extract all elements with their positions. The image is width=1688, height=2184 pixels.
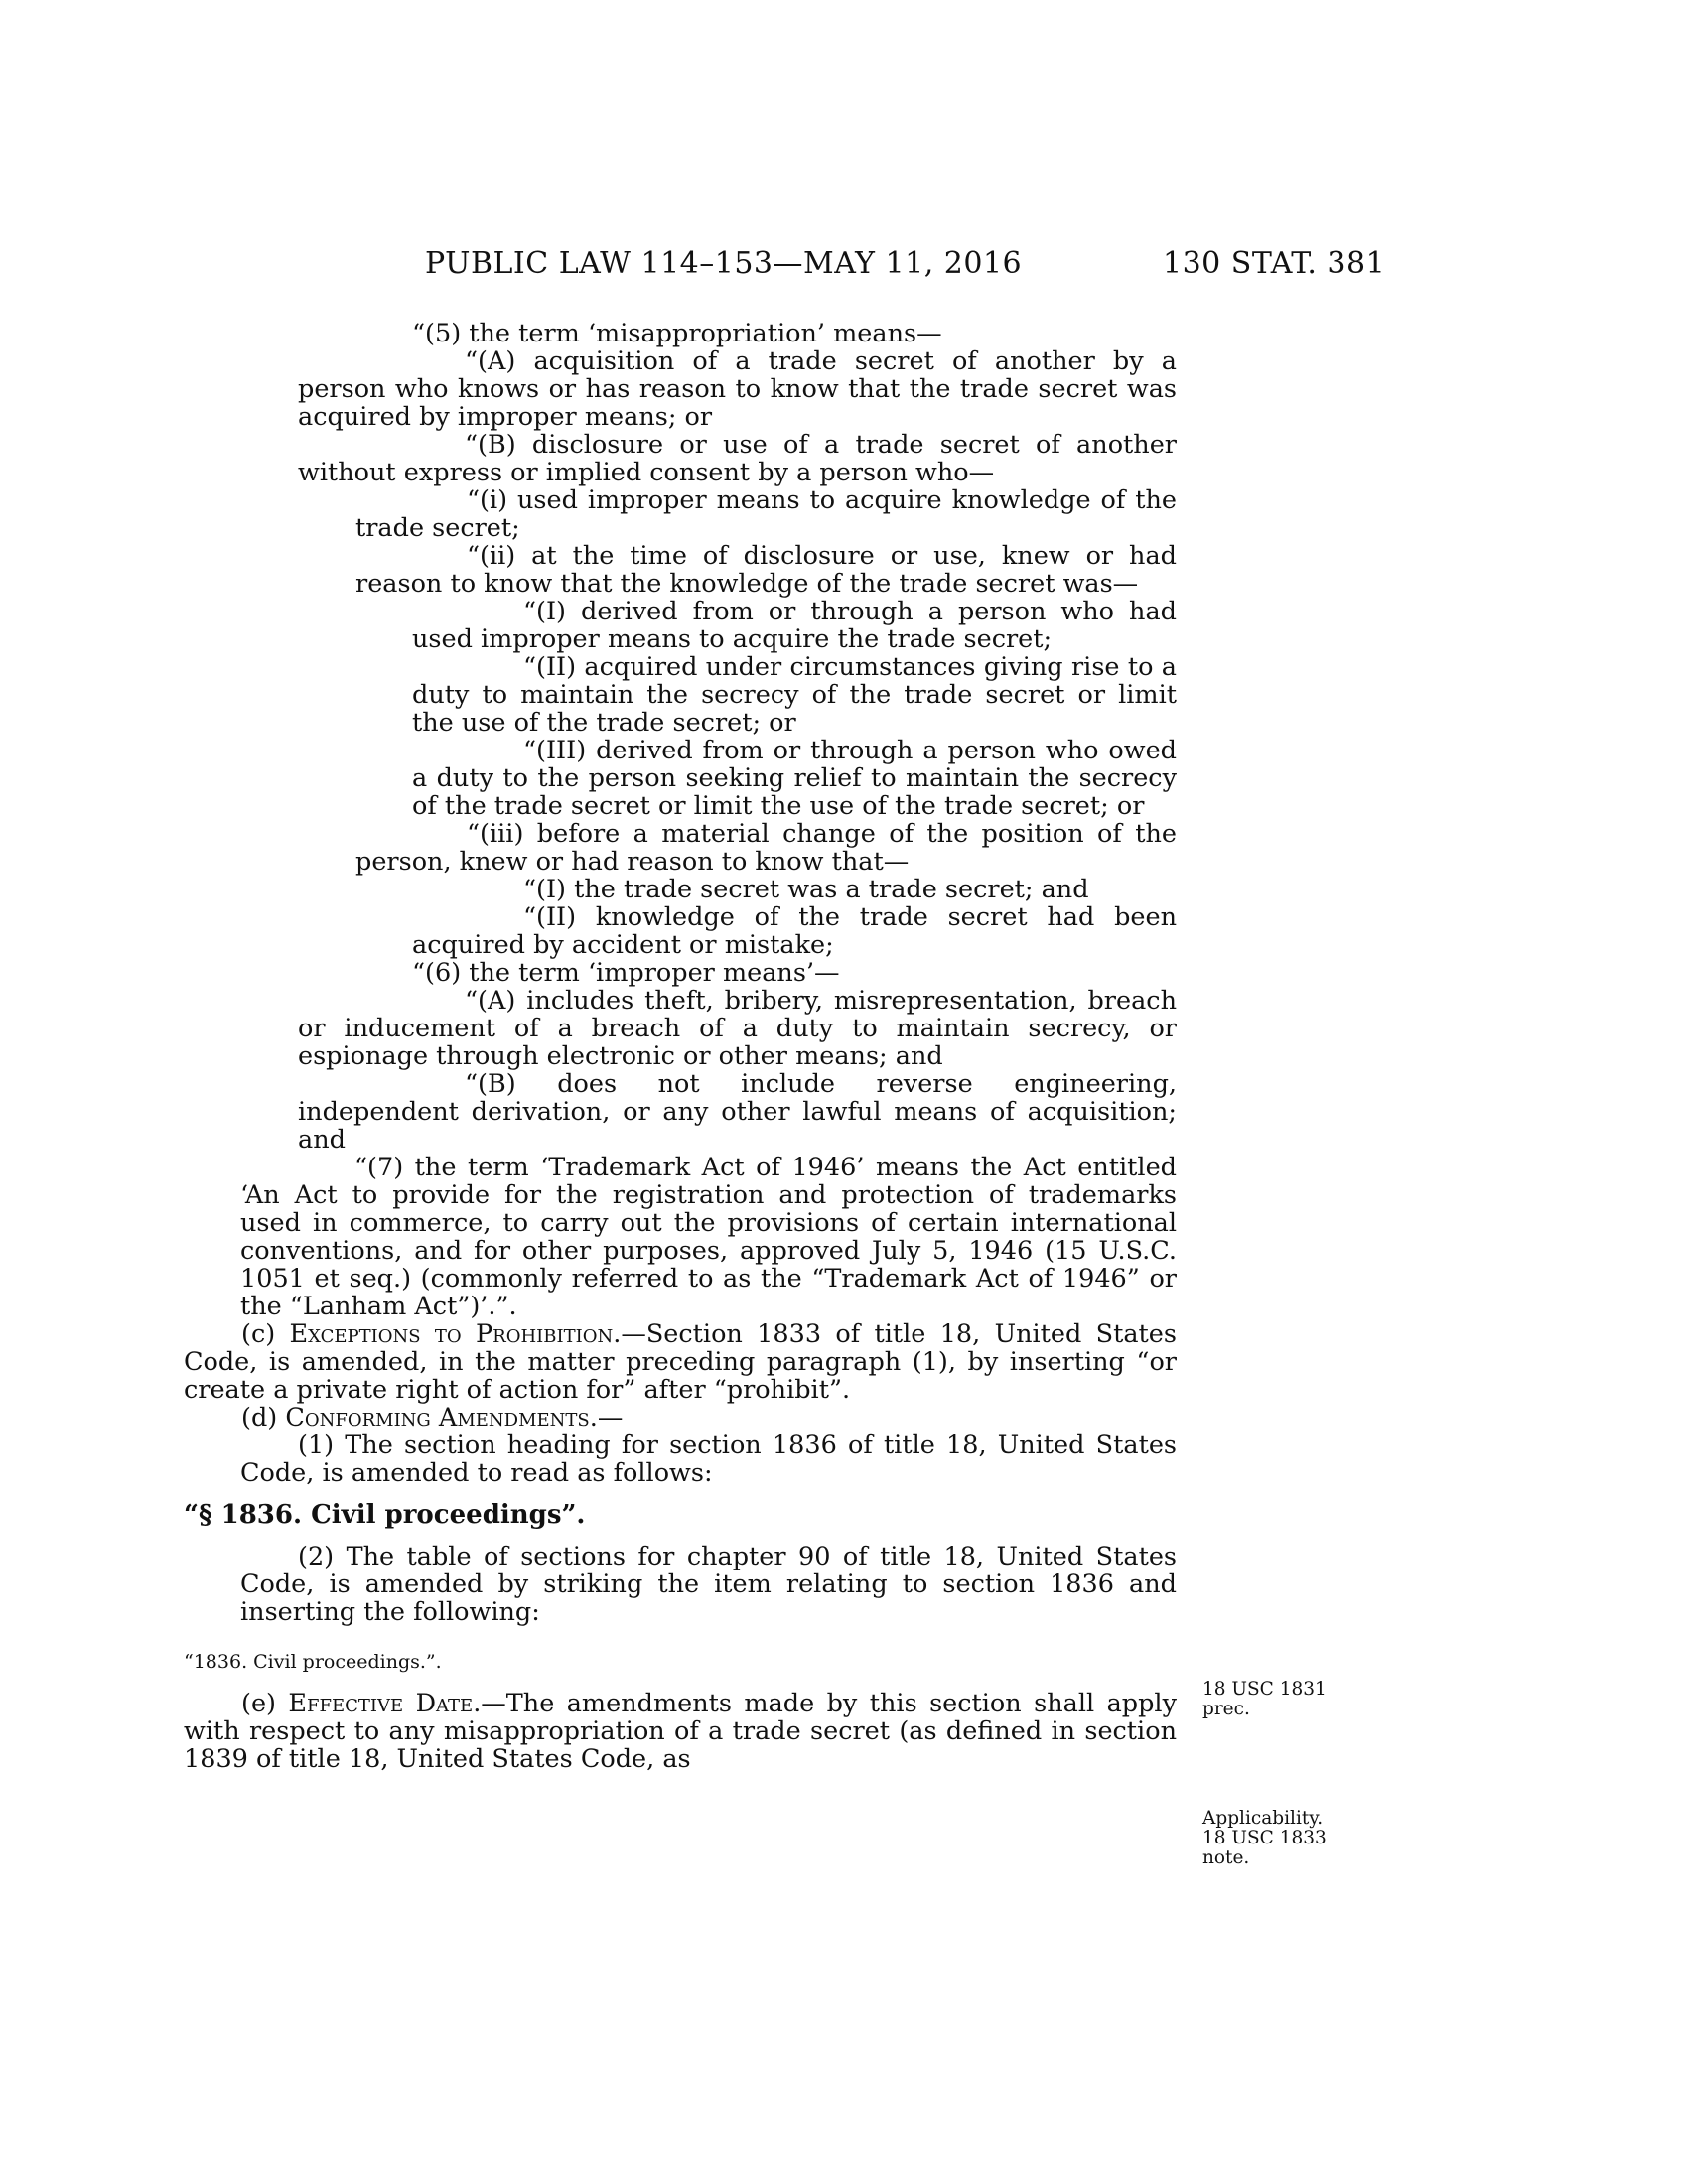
page-number: 130 STAT. 381 bbox=[1163, 246, 1386, 281]
margin-note-line: 18 USC 1831 bbox=[1202, 1679, 1327, 1700]
section-e-heading: Effective Date bbox=[288, 1689, 474, 1718]
page-header bbox=[0, 246, 1688, 286]
section-e bbox=[184, 1690, 1177, 1773]
section-c-text: .—Section 1833 of title 18, United States Code, is amended, in the matter preceding paragraph (1), by inserting “or create a private right of action for” after “prohibit”. bbox=[184, 1319, 1177, 1405]
para-5-B: “(B) disclosure or use of a trade secret of another without express or implied consent by a person who— bbox=[298, 430, 1177, 487]
para-5-B-ii-I: “(I) derived from or through a person who had used improper means to acquire the trade secret; bbox=[412, 597, 1177, 654]
margin-note-18-usc-1831 bbox=[1202, 1680, 1327, 1719]
section-d-text: .— bbox=[589, 1403, 624, 1433]
section-d-item-1: (1) The section heading for section 1836 of title 18, United States Code, is amended to read as follows: bbox=[240, 1431, 1177, 1488]
para-6-B: “(B) does not include reverse engineering, independent derivation, or any other lawful means of acquisition; and bbox=[298, 1069, 1177, 1155]
para-5-A: “(A) acquisition of a trade secret of another by a person who knows or has reason to know that the trade secret was acquired by improper means; or bbox=[298, 346, 1177, 432]
para-5-B-ii: “(ii) at the time of disclosure or use, knew or had reason to know that the knowledge of the trade secret was— bbox=[355, 541, 1177, 599]
para-5-B-ii-II: “(II) acquired under circumstances giving rise to a duty to maintain the secrecy of the trade secret or limit the use of the trade secret; or bbox=[412, 652, 1177, 738]
statute-text bbox=[184, 319, 1177, 1774]
para-5-B-ii-III: “(III) derived from or through a person who owed a duty to the person seeking relief to maintain the secrecy of the trade secret or limit the use of the trade secret; or bbox=[412, 736, 1177, 821]
margin-note-line: note. bbox=[1202, 1847, 1250, 1868]
para-6-A: “(A) includes theft, bribery, misrepresentation, breach or inducement of a breach of a duty to maintain secrecy, or espionage through electronic or other means; and bbox=[298, 986, 1177, 1071]
law-title: PUBLIC LAW 114–153—MAY 11, 2016 bbox=[425, 246, 1023, 281]
section-d-heading: Conforming Amendments bbox=[285, 1403, 590, 1433]
section-heading-1836: “§ 1836. Civil proceedings”. bbox=[184, 1500, 586, 1530]
section-e-text: .—The amendments made by this section shall apply with respect to any misappropriation of a trade secret (as defined in section 1839 of title 18, United States Code, as bbox=[184, 1689, 1177, 1774]
table-of-sections-item: “1836. Civil proceedings.”. bbox=[184, 1651, 442, 1673]
para-5: “(5) the term ‘misappropriation’ means— bbox=[412, 319, 942, 348]
section-c-label: (c) bbox=[241, 1319, 290, 1349]
para-5-B-iii-I: “(I) the trade secret was a trade secret; and bbox=[523, 875, 1089, 904]
margin-note-line: prec. bbox=[1202, 1699, 1250, 1719]
section-e-label: (e) bbox=[241, 1689, 289, 1718]
margin-note-line: Applicability. bbox=[1202, 1808, 1324, 1829]
section-c bbox=[184, 1320, 1177, 1404]
margin-note-applicability bbox=[1202, 1809, 1327, 1868]
para-5-B-i: “(i) used improper means to acquire knowledge of the trade secret; bbox=[355, 485, 1177, 543]
para-5-B-iii: “(iii) before a material change of the position of the person, knew or had reason to know that— bbox=[355, 819, 1177, 877]
para-5-B-iii-II: “(II) knowledge of the trade secret had been acquired by accident or mistake; bbox=[412, 902, 1177, 960]
para-6: “(6) the term ‘improper means’— bbox=[412, 958, 840, 988]
section-c-heading: Exceptions to Prohibition bbox=[289, 1319, 614, 1349]
margin-note-line: 18 USC 1833 bbox=[1202, 1828, 1327, 1848]
para-7: “(7) the term ‘Trademark Act of 1946’ means the Act entitled ‘An Act to provide for the registration and protection of trademarks used in commerce, to carry out the provisions of certain international conventions, and for other purposes, approved July 5, 1946 (15 U.S.C. 1051 et seq.) (commonly referred to as the “Trademark Act of 1946” or the “Lanham Act”)’.”. bbox=[240, 1153, 1177, 1321]
section-d-item-2: (2) The table of sections for chapter 90 of title 18, United States Code, is amended by striking the item relating to section 1836 and inserting the following: bbox=[240, 1542, 1177, 1627]
section-d bbox=[184, 1404, 1177, 1432]
section-d-label: (d) bbox=[241, 1403, 286, 1433]
